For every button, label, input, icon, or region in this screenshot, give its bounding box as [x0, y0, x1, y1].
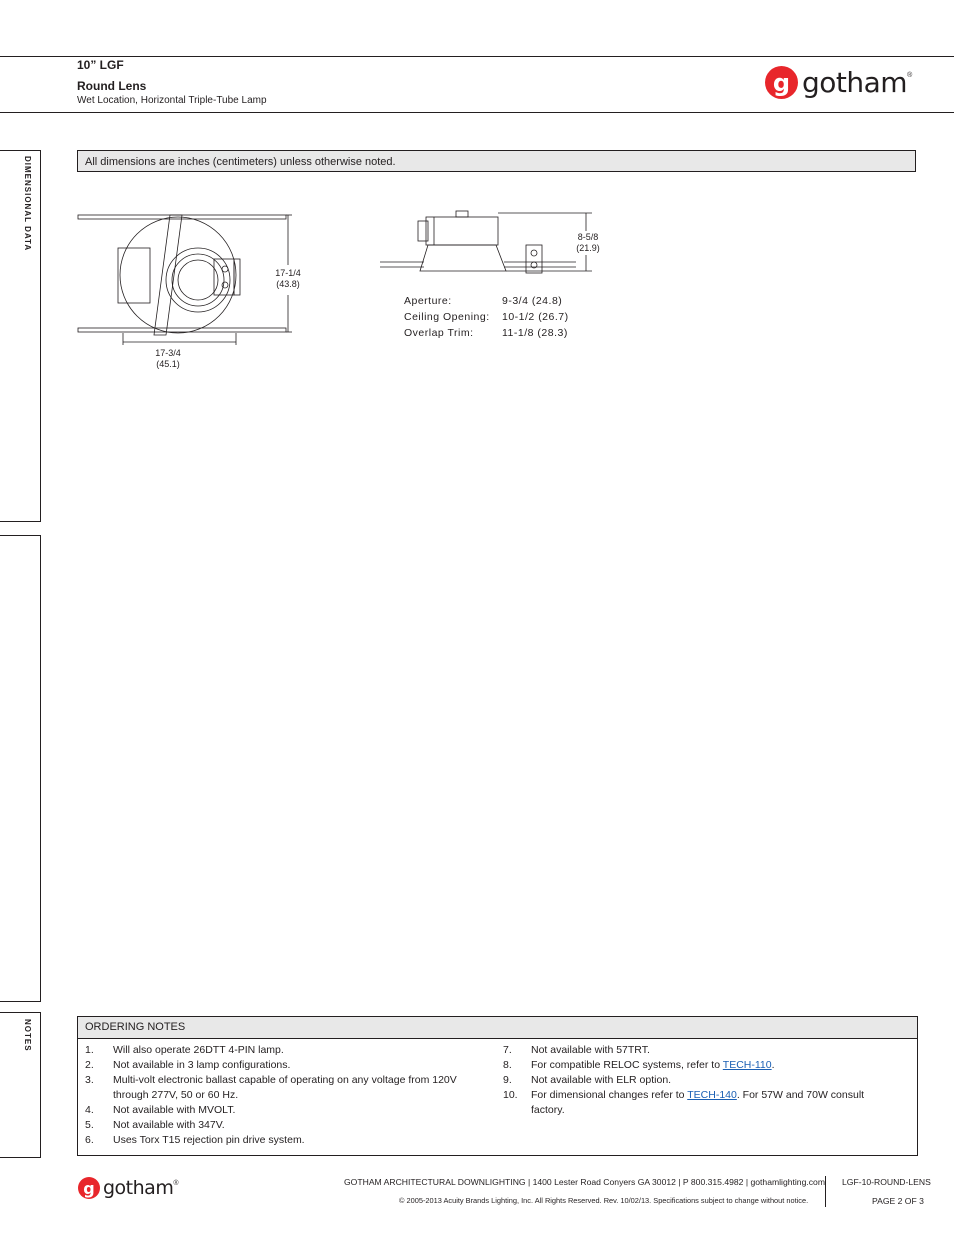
- tech-110-link[interactable]: TECH-110: [722, 1059, 772, 1071]
- product-description: Wet Location, Horizontal Triple-Tube Lamp: [77, 95, 267, 106]
- side-label-notes: NOTES: [23, 1019, 32, 1052]
- footer-copyright: © 2005-2013 Acuity Brands Lighting, Inc. All Rights Reserved. Rev. 10/02/13. Specifications subject to change without notice.: [399, 1196, 809, 1205]
- dimension-note-bar: All dimensions are inches (centimeters) unless otherwise noted.: [77, 150, 916, 172]
- side-height-value: 8-5/8: [577, 232, 599, 242]
- header-bottom-rule: [0, 112, 954, 113]
- note-item: [85, 1073, 485, 1103]
- gotham-wordmark: gotham: [802, 66, 908, 99]
- note-text-pre: For compatible RELOC systems, refer to: [531, 1059, 723, 1071]
- note-number: 3.: [85, 1074, 94, 1086]
- note-text-post: . For 57W and 70W consult: [736, 1089, 865, 1101]
- gotham-logo: [765, 66, 912, 99]
- gotham-g-icon: g: [765, 66, 798, 99]
- note-text-pre: For dimensional changes refer to: [531, 1089, 688, 1101]
- spec-value: 11-1/8 (28.3): [502, 327, 568, 339]
- note-text: Not available in 3 lamp configurations.: [113, 1059, 291, 1071]
- spec-ceiling-opening: [404, 310, 569, 324]
- note-number: 6.: [85, 1134, 94, 1146]
- plan-width-value: 17-3/4: [155, 348, 181, 358]
- plan-height-value: 17-1/4: [275, 268, 301, 278]
- footer-divider: [825, 1176, 826, 1207]
- plan-width-dim: [148, 348, 188, 370]
- note-item: [503, 1043, 903, 1058]
- note-text: Not available with 347V.: [113, 1119, 225, 1131]
- note-text: Not available with MVOLT.: [113, 1104, 236, 1116]
- note-number: 7.: [503, 1044, 512, 1056]
- note-item: [503, 1058, 903, 1073]
- side-view-drawing: [376, 205, 596, 285]
- product-subtitle: Round Lens: [77, 79, 147, 93]
- note-number: 9.: [503, 1074, 512, 1086]
- spec-overlap-trim: [404, 326, 568, 340]
- footer-registered-icon: ®: [173, 1179, 179, 1187]
- plan-height-dim: [268, 268, 308, 290]
- note-text-post: .: [771, 1059, 775, 1071]
- note-number: 8.: [503, 1059, 512, 1071]
- note-text: Multi-volt electronic ballast capable of operating on any voltage from 120V: [113, 1074, 457, 1086]
- side-height-dim: [568, 232, 608, 254]
- footer-page-number: PAGE 2 OF 3: [872, 1196, 924, 1206]
- spec-label: Overlap Trim:: [404, 327, 474, 339]
- spec-label: Ceiling Opening:: [404, 311, 490, 323]
- footer-gotham-logo: [78, 1177, 179, 1199]
- spec-aperture: [404, 294, 562, 308]
- note-text-cont: factory.: [531, 1104, 565, 1116]
- plan-width-cm: (45.1): [156, 359, 180, 369]
- side-height-cm: (21.9): [576, 243, 600, 253]
- footer-catalog-code: LGF-10-ROUND-LENS: [842, 1177, 931, 1187]
- spec-value: 10-1/2 (26.7): [502, 311, 569, 323]
- note-text: Not available with 57TRT.: [531, 1044, 650, 1056]
- note-number: 1.: [85, 1044, 94, 1056]
- note-text-cont: through 277V, 50 or 60 Hz.: [113, 1089, 239, 1101]
- spec-label: Aperture:: [404, 295, 452, 307]
- plan-height-cm: (43.8): [276, 279, 300, 289]
- note-number: 10.: [503, 1089, 518, 1101]
- note-item: [503, 1073, 903, 1088]
- footer-gotham-g-icon: g: [78, 1177, 100, 1199]
- note-text: Uses Torx T15 rejection pin drive system.: [113, 1134, 305, 1146]
- note-number: 2.: [85, 1059, 94, 1071]
- note-text: Not available with ELR option.: [531, 1074, 672, 1086]
- note-number: 4.: [85, 1104, 94, 1116]
- footer-gotham-wordmark: gotham: [103, 1177, 174, 1199]
- footer-address: GOTHAM ARCHITECTURAL DOWNLIGHTING | 1400 Lester Road Conyers GA 30012 | P 800.315.4982 | gothamlighting.com: [344, 1177, 825, 1187]
- product-title: 10” LGF: [77, 58, 124, 72]
- note-item: [85, 1058, 485, 1073]
- note-item: [503, 1088, 903, 1118]
- side-tab-dimensional: [0, 150, 41, 522]
- ordering-notes-title: ORDERING NOTES: [77, 1016, 918, 1039]
- side-label-dimensional: DIMENSIONAL DATA: [23, 156, 32, 252]
- note-item: [85, 1133, 485, 1148]
- note-text: [531, 1058, 775, 1073]
- header-top-rule: [0, 56, 954, 57]
- note-item: [85, 1103, 485, 1118]
- note-item: [85, 1118, 485, 1133]
- side-tab-notes: [0, 1012, 41, 1158]
- spec-value: 9-3/4 (24.8): [502, 295, 563, 307]
- note-text: [531, 1088, 864, 1103]
- note-text: Will also operate 26DTT 4-PIN lamp.: [113, 1044, 284, 1056]
- registered-icon: ®: [907, 72, 913, 79]
- tech-140-link[interactable]: TECH-140: [687, 1089, 737, 1101]
- side-tab-blank: [0, 535, 41, 1002]
- note-item: [85, 1043, 485, 1058]
- note-number: 5.: [85, 1119, 94, 1131]
